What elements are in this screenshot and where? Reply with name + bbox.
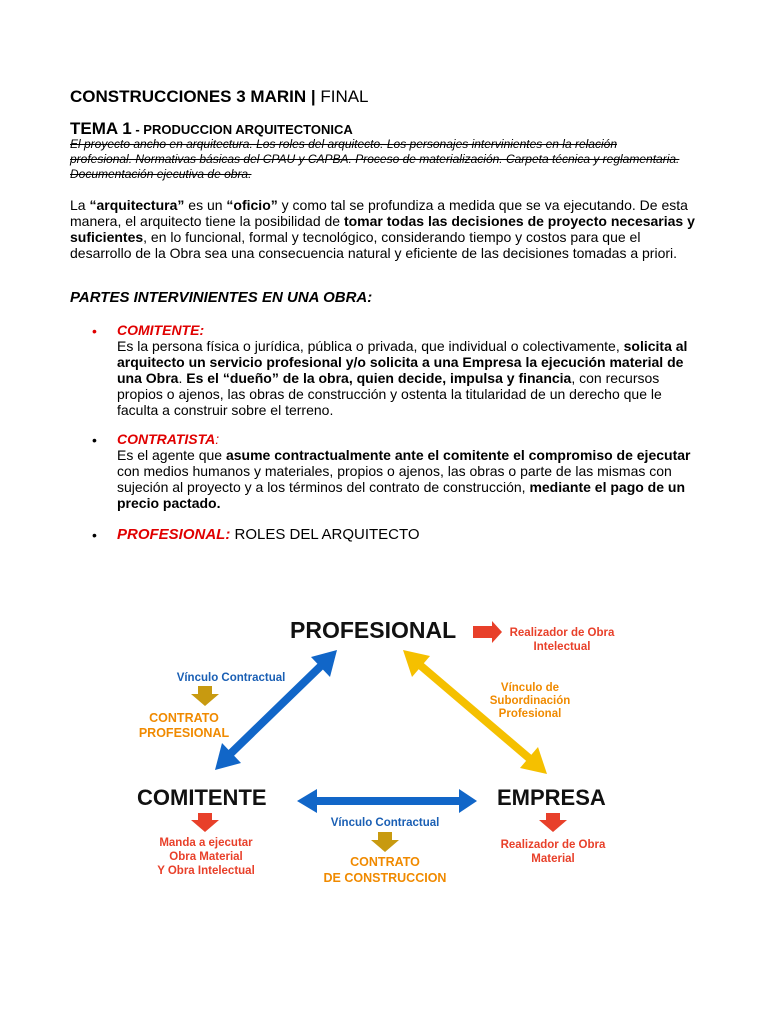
intro-bold-1: “arquitectura” bbox=[89, 197, 185, 213]
vinculo-subordinacion-line1: Vínculo de bbox=[500, 682, 560, 694]
contratista-bold-1: asume contractualmente ante el comitente el compromiso de ejecutar bbox=[225, 447, 691, 463]
arrow-down-icon bbox=[371, 832, 399, 852]
profesional-roles-text: ROLES DEL ARQUITECTO bbox=[230, 526, 420, 543]
node-profesional: PROFESIONAL bbox=[290, 617, 457, 643]
manda-ejecutar-line2: Obra Material bbox=[169, 851, 243, 863]
comitente-bold-2: Es el “dueño” de la obra, quien decide, impulsa y financia bbox=[186, 370, 572, 386]
intro-bold-3: tomar todas las decisiones de proyecto necesarias y suficientes bbox=[70, 213, 695, 245]
partes-colon: : bbox=[367, 289, 373, 306]
contrato-profesional-line1: CONTRATO bbox=[149, 711, 219, 725]
contrato-construccion-line2: DE CONSTRUCCION bbox=[323, 871, 447, 885]
arrow-down-icon bbox=[539, 813, 567, 832]
manda-ejecutar-line3: Y Obra Intelectual bbox=[157, 865, 255, 877]
double-arrow-icon bbox=[297, 789, 477, 813]
comitente-heading: COMITENTE: bbox=[117, 322, 205, 338]
intro-bold-2: “oficio” bbox=[226, 197, 278, 213]
manda-ejecutar-line1: Manda a ejecutar bbox=[159, 837, 253, 849]
intro-text-4: , en lo funcional, formal y tecnológico, considerando tiempo y costos para que el desarrollo de la Obra sea una consecuencia natural y eficiente de las decisiones tomadas a priori. bbox=[70, 229, 678, 261]
topic-number: TEMA 1 bbox=[70, 119, 132, 138]
contratista-colon: : bbox=[215, 431, 220, 447]
partes-heading-text: PARTES INTERVINIENTES EN UNA OBRA bbox=[70, 289, 368, 306]
double-arrow-icon bbox=[215, 650, 337, 770]
arrow-down-icon bbox=[191, 686, 219, 706]
title-rest: FINAL bbox=[315, 87, 369, 106]
intro-text-2: es un bbox=[184, 197, 227, 213]
node-comitente: COMITENTE bbox=[137, 785, 267, 810]
contratista-text-1: Es el agente que bbox=[117, 447, 226, 463]
topic-title: - PRODUCCION ARQUITECTONICA bbox=[131, 122, 353, 137]
realizador-material-line1: Realizador de Obra bbox=[500, 839, 606, 851]
realizador-intelectual-line1: Realizador de Obra bbox=[509, 627, 615, 639]
vinculo-subordinacion-line2: Subordinación bbox=[489, 695, 571, 707]
realizador-material-line2: Material bbox=[531, 853, 575, 865]
struck-through-summary: El proyecto ancho en arquitectura. Los roles del arquitecto. Los personajes intervinientes en la relación profesional. Normativas básicas del CPAU y CAPBA. Proceso de materialización. Carpeta técnica y reglamentaria. Documentación ejecutiva de obra. bbox=[70, 137, 680, 181]
profesional-heading: PROFESIONAL: bbox=[117, 526, 231, 543]
node-empresa: EMPRESA bbox=[497, 785, 606, 810]
contrato-construccion-line1: CONTRATO bbox=[350, 855, 420, 869]
comitente-text-2: . bbox=[178, 370, 187, 386]
title-bold: CONSTRUCCIONES 3 MARIN | bbox=[70, 87, 316, 106]
arrow-right-icon bbox=[473, 621, 502, 643]
contrato-profesional-line2: PROFESIONAL bbox=[138, 726, 230, 740]
vinculo-contractual-bottom: Vínculo Contractual bbox=[330, 817, 440, 829]
contratista-text-2: con medios humanos y materiales, propios o ajenos, las obras o parte de las mismas con sujeción al proyecto y a los términos del contrato de construcción, bbox=[117, 463, 672, 495]
realizador-intelectual-line2: Intelectual bbox=[533, 641, 591, 653]
comitente-bold-1: solicita al arquitecto un servicio profesional y/o solicita a una Empresa la ejecución material de una Obra bbox=[117, 338, 688, 386]
vinculo-subordinacion-line3: Profesional bbox=[498, 708, 562, 720]
bullet-icon: • bbox=[92, 527, 97, 543]
contratista-heading-text: CONTRATISTA bbox=[117, 431, 216, 447]
intro-text-1: La bbox=[70, 197, 90, 213]
bullet-icon: • bbox=[92, 323, 97, 339]
arrow-down-icon bbox=[191, 813, 219, 832]
comitente-text-1: Es la persona física o jurídica, pública o privada, que individual o colectivamente, bbox=[117, 338, 624, 354]
vinculo-contractual-left: Vínculo Contractual bbox=[176, 672, 286, 684]
intro-text-3: y como tal se profundiza a medida que se va ejecutando. De esta manera, el arquitecto tiene la posibilidad de bbox=[70, 197, 688, 229]
comitente-text-3: , con recursos propios o ajenos, las obras de construcción y ostenta la titularidad de un derecho que le faculta a construir sobre el terreno. bbox=[117, 370, 662, 418]
bullet-icon: • bbox=[92, 432, 97, 448]
contratista-bold-2: mediante el pago de un precio pactado. bbox=[117, 479, 686, 511]
